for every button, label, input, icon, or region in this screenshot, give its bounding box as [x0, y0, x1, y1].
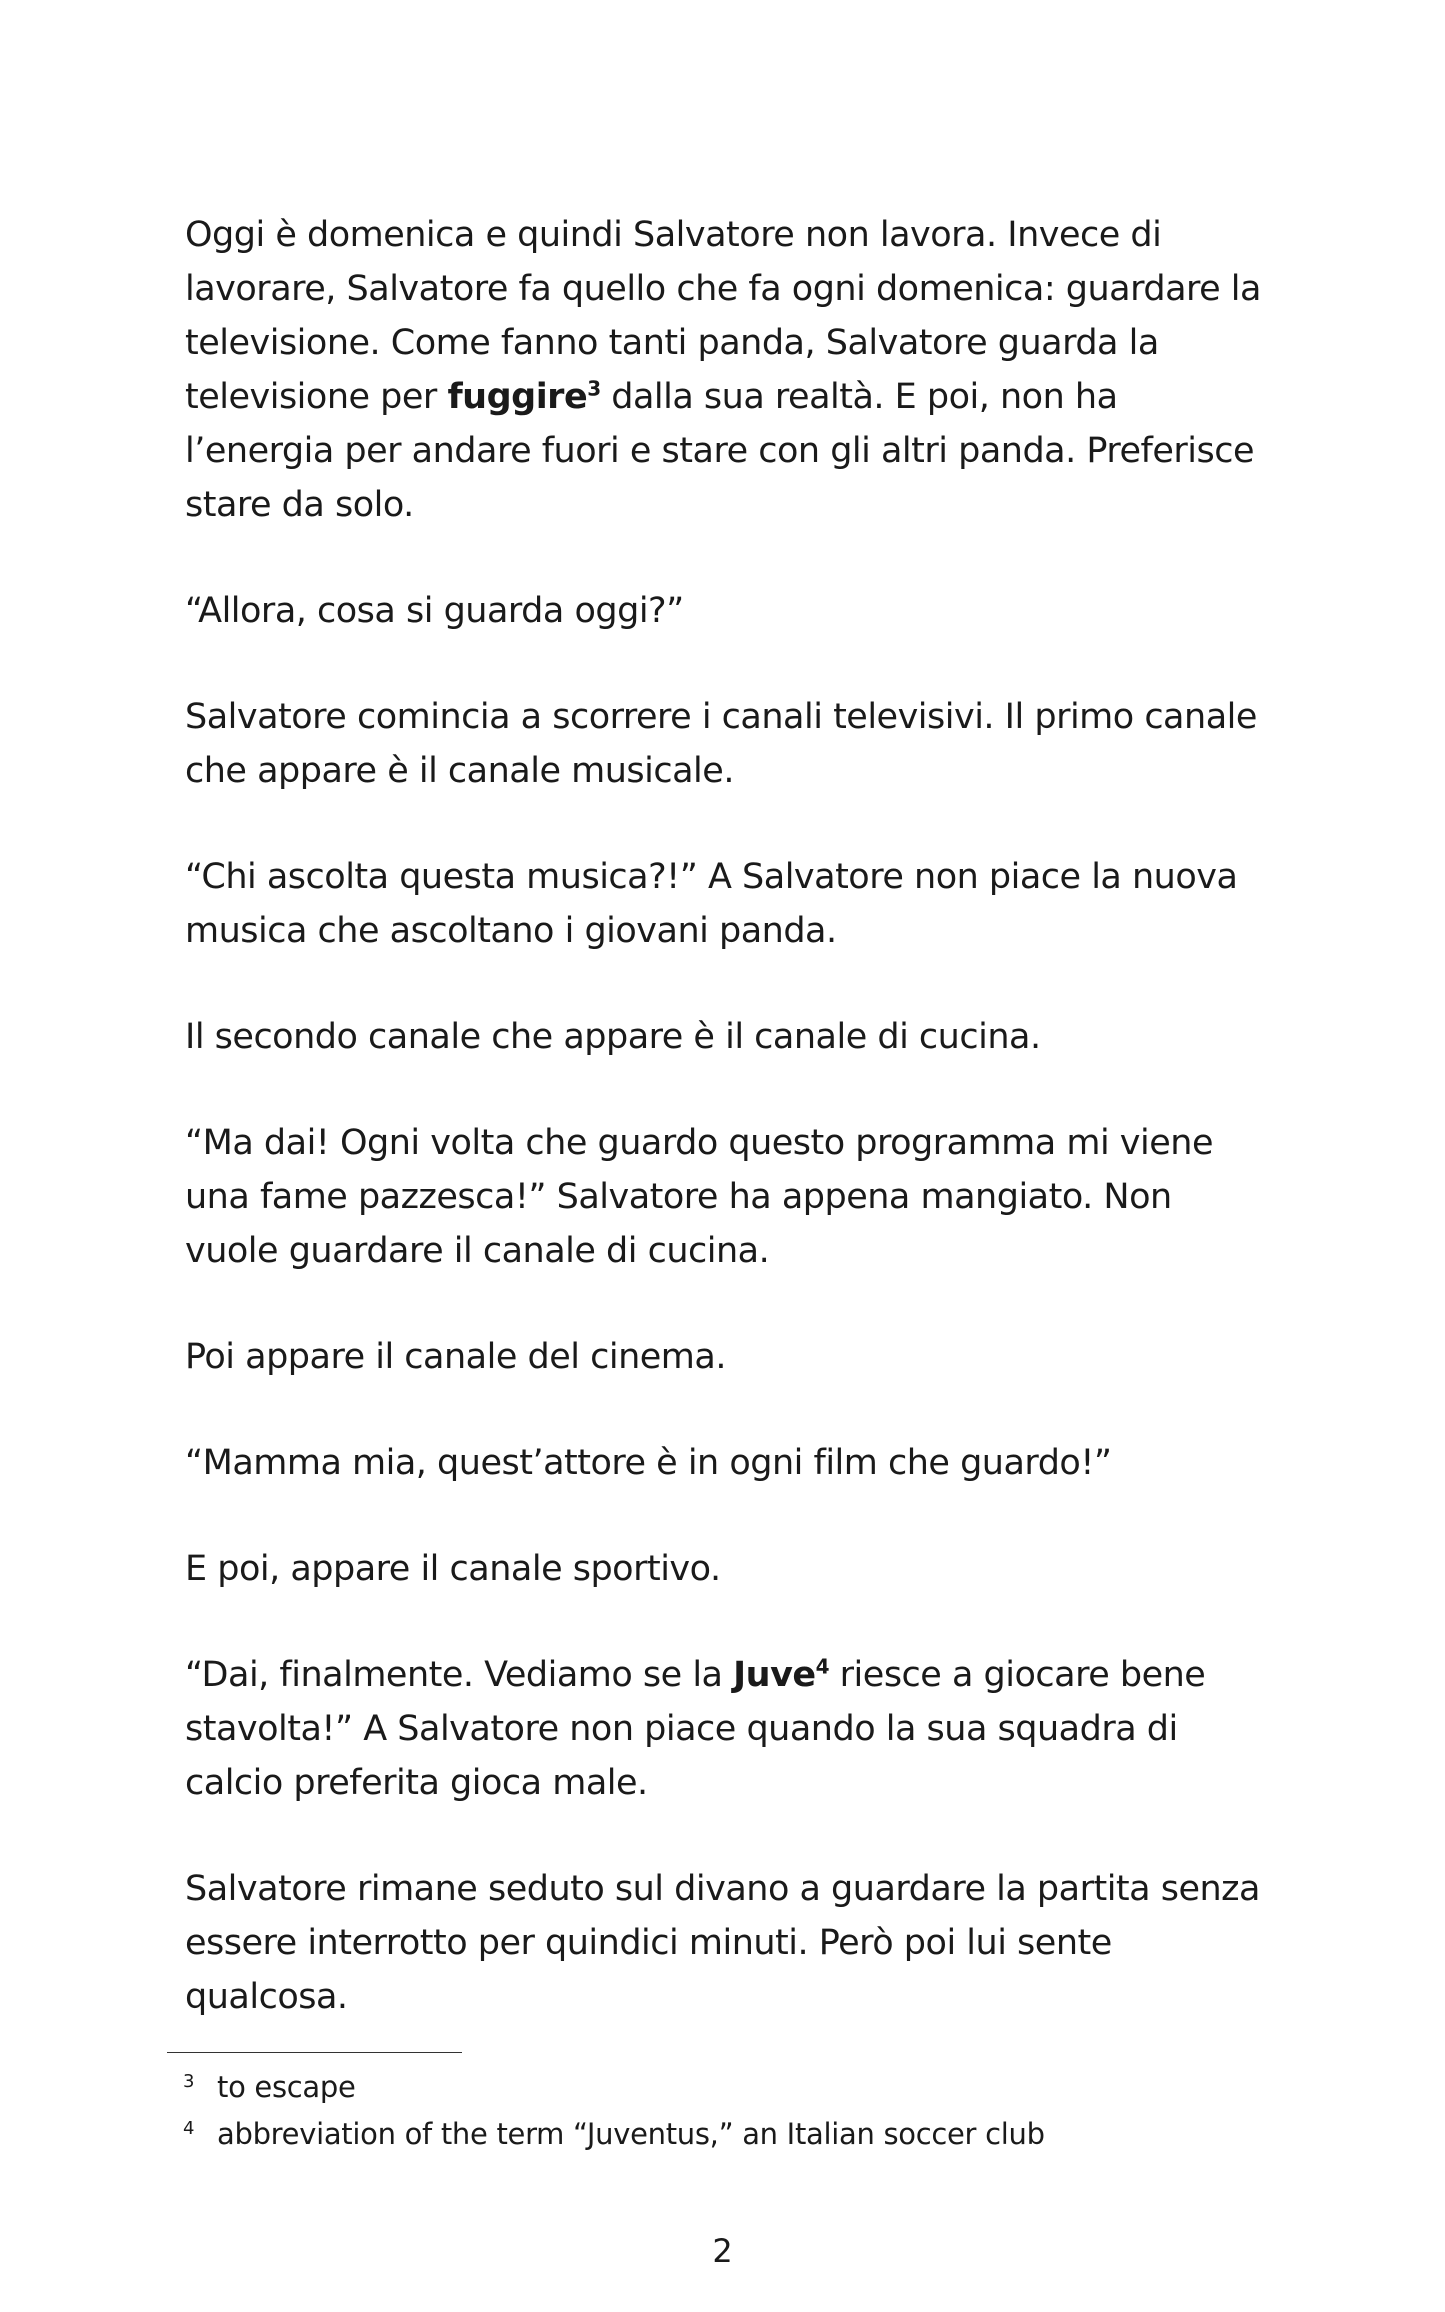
- footnote-divider: [167, 2052, 462, 2053]
- paragraph-4: “Chi ascolta questa musica?!” A Salvatore non piace la nuova musica che ascoltano i giovani panda.: [185, 857, 1238, 951]
- footnote-ref-3: 3: [587, 376, 601, 401]
- paragraph-7: Poi appare il canale del cinema.: [185, 1337, 726, 1377]
- footnotes: [167, 2066, 1267, 2160]
- footnote-4: [167, 2113, 1267, 2160]
- glossary-term-fuggire: fuggire: [447, 377, 588, 417]
- paragraph-8: “Mamma mia, quest’attore è in ogni film che guardo!”: [185, 1443, 1112, 1483]
- paragraph-6: “Ma dai! Ogni volta che guardo questo programma mi viene una fame pazzesca!” Salvatore ha appena mangiato. Non vuole guardare il canale di cucina.: [185, 1123, 1213, 1271]
- story-text: [185, 208, 1270, 2076]
- footnote-number: 4: [183, 2118, 195, 2139]
- footnote-text: abbreviation of the term “Juventus,” an Italian soccer club: [217, 2117, 1045, 2151]
- glossary-term-juve: Juve: [733, 1655, 816, 1695]
- paragraph-5: Il secondo canale che appare è il canale di cucina.: [185, 1017, 1041, 1057]
- footnote-ref-4: 4: [815, 1654, 830, 1679]
- footnote-text: to escape: [217, 2070, 356, 2104]
- page-number: 2: [712, 2232, 733, 2270]
- paragraph-2: “Allora, cosa si guarda oggi?”: [185, 591, 684, 631]
- paragraph-3: Salvatore comincia a scorrere i canali televisivi. Il primo canale che appare è il canale musicale.: [185, 697, 1257, 791]
- footnote-number: 3: [183, 2071, 195, 2092]
- paragraph-1: Oggi è domenica e quindi Salvatore non lavora. Invece di lavorare, Salvatore fa quello che fa ogni domenica: guardare la televisione. Come fanno tanti panda, Salvatore guarda la televisione per fuggire$^3$ dalla sua realtà. E poi, non ha l’energia per andare fuori e stare con gli altri panda. Preferisce stare da solo.: [185, 215, 1261, 525]
- paragraph-9: E poi, appare il canale sportivo.: [185, 1549, 721, 1589]
- paragraph-10: “Dai, finalmente. Vediamo se la Juve$^4$ riesce a giocare bene stavolta!” A Salvatore non piace quando la sua squadra di calcio preferita gioca male.: [185, 1654, 1206, 1803]
- paragraph-11: Salvatore rimane seduto sul divano a guardare la partita senza essere interrotto per quindici minuti. Però poi lui sente qualcosa.: [185, 1869, 1260, 2017]
- footnote-3: [167, 2066, 1267, 2113]
